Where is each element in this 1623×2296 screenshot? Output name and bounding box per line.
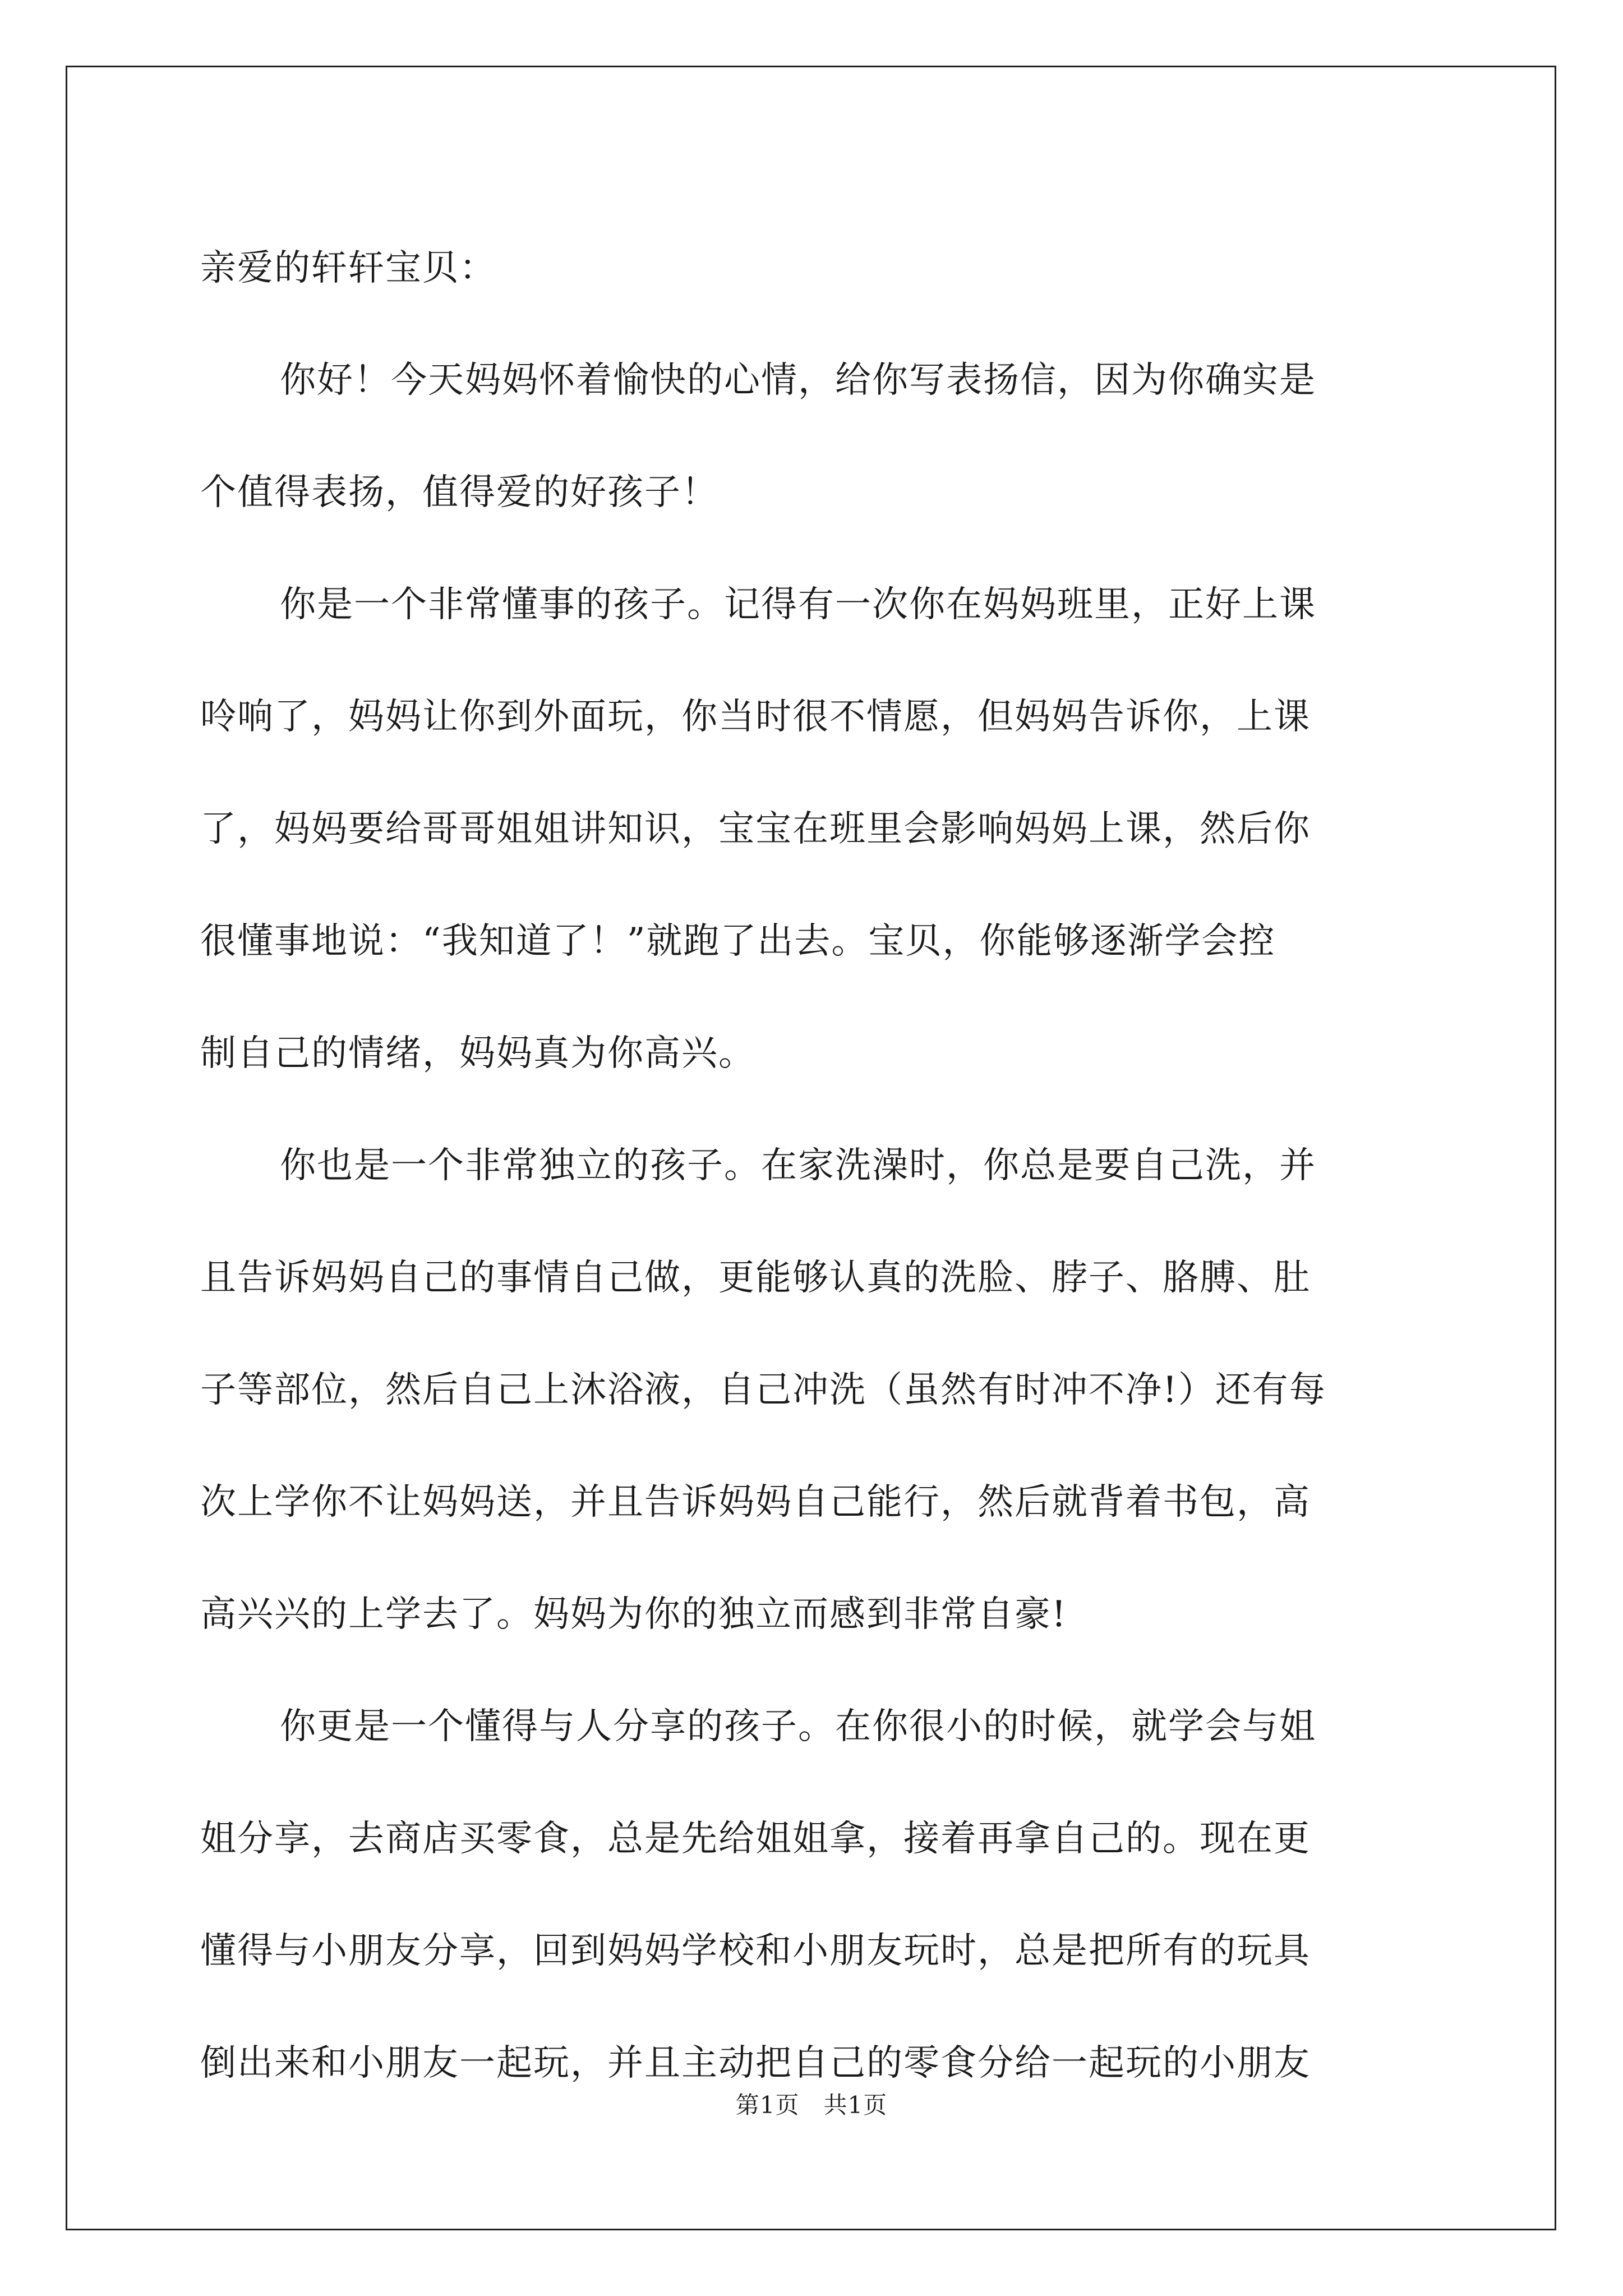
letter-line: 制自己的情绪，妈妈真为你高兴。 bbox=[200, 1033, 755, 1074]
letter-salutation: 亲爱的轩轩宝贝： bbox=[200, 247, 496, 289]
letter-line: 倒出来和小朋友一起玩，并且主动把自己的零食分给一起玩的小朋友 bbox=[200, 2042, 1311, 2084]
letter-line: 你更是一个懂得与人分享的孩子。在你很小的时候，就学会与姐 bbox=[280, 1706, 1316, 1747]
letter-line: 你好！今天妈妈怀着愉快的心情，给你写表扬信，因为你确实是 bbox=[280, 360, 1316, 401]
letter-line: 很懂事地说：“我知道了！”就跑了出去。宝贝，你能够逐渐学会控 bbox=[200, 921, 1276, 962]
letter-line: 且告诉妈妈自己的事情自己做，更能够认真的洗脸、脖子、胳膊、肚 bbox=[200, 1257, 1311, 1299]
letter-line: 子等部位，然后自己上沐浴液，自己冲洗（虽然有时冲不净!）还有每 bbox=[200, 1369, 1326, 1411]
letter-line: 懂得与小朋友分享，回到妈妈学校和小朋友玩时，总是把所有的玩具 bbox=[200, 1930, 1311, 1972]
page-footer: 第1页 共1页 bbox=[735, 2091, 888, 2119]
letter-line: 高兴兴的上学去了。妈妈为你的独立而感到非常自豪! bbox=[200, 1594, 1067, 1635]
letter-line: 了，妈妈要给哥哥姐姐讲知识，宝宝在班里会影响妈妈上课，然后你 bbox=[200, 808, 1311, 850]
letter-line: 个值得表扬，值得爱的好孩子！ bbox=[200, 472, 718, 513]
letter-line: 姐分享，去商店买零食，总是先给姐姐拿，接着再拿自己的。现在更 bbox=[200, 1818, 1311, 1860]
letter-line: 次上学你不让妈妈送，并且告诉妈妈自己能行，然后就背着书包，高 bbox=[200, 1481, 1311, 1523]
letter-line: 你是一个非常懂事的孩子。记得有一次你在妈妈班里，正好上课 bbox=[280, 584, 1316, 625]
letter-body bbox=[200, 212, 1434, 2119]
letter-line: 你也是一个非常独立的孩子。在家洗澡时，你总是要自己洗，并 bbox=[280, 1145, 1316, 1186]
letter-line: 呤响了，妈妈让你到外面玩，你当时很不情愿，但妈妈告诉你，上课 bbox=[200, 696, 1311, 738]
